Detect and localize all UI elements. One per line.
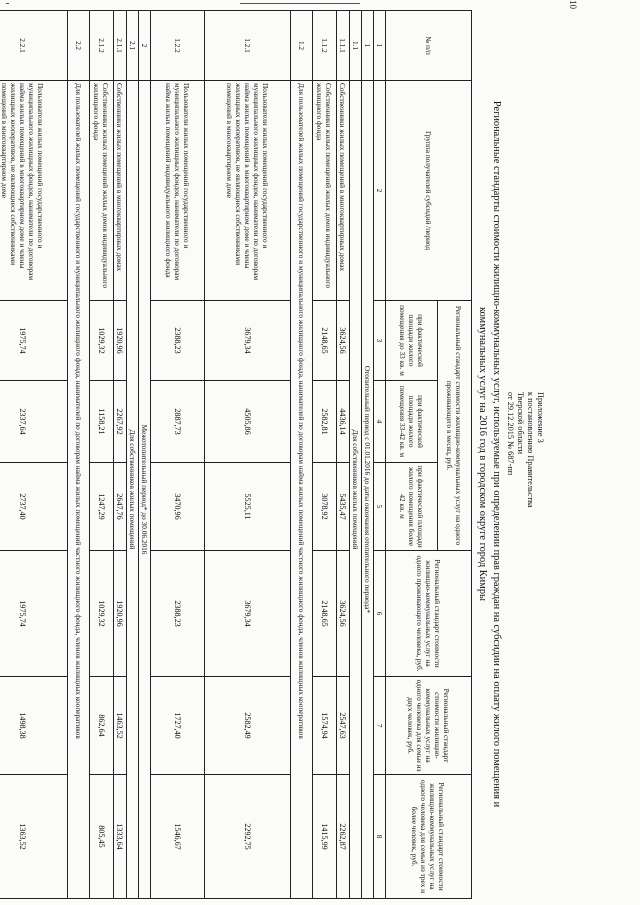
cell-value: 1333,64 — [114, 775, 127, 899]
cell-value: 2737,40 — [0, 463, 68, 551]
cell-value: 1975,74 — [0, 301, 68, 381]
cell-value: 3624,56 — [337, 551, 350, 677]
cell-value: 3470,96 — [151, 463, 205, 551]
cell-value: 2582,49 — [205, 677, 291, 775]
section-title: Для собственников жилых помещений — [127, 81, 139, 899]
cell-value: 1498,38 — [0, 677, 68, 775]
row-number: 2.1.2 — [90, 11, 114, 81]
appendix-line: Тверской области — [516, 392, 525, 455]
header-no: № п/п — [386, 11, 472, 81]
column-number: 8 — [374, 775, 386, 899]
cell-value: 3679,34 — [205, 551, 291, 677]
row-group: Собственники жилых помещений в многоквартирных домах — [114, 81, 127, 301]
section-title: Для пользователей жилых помещений государственного и муниципального жилищного фонда, нанимателей по договорам найма жилых помещений частного жилищного фонда, членов жилищных кооперативов — [291, 81, 313, 899]
section-number: 1 — [362, 11, 374, 81]
cell-value: 3624,56 — [337, 301, 350, 381]
row-number: 1.1.1 — [337, 11, 350, 81]
column-number: 3 — [374, 301, 386, 381]
header-standard-group: Региональный стандарт стоимости жилищно-коммунальных услуг на одного проживающего в месяц, руб. — [438, 301, 472, 551]
header-family-three: Региональный стандарт стоимости жилищно-коммунальных услуг на одного человека для семьи из трех и более человек, руб. — [386, 775, 472, 899]
header-family-two: Региональный стандарт стоимости жилищно-коммунальных услуг на одного человека для семьи из двух человек, руб. — [386, 677, 472, 775]
row-number: 1.1.2 — [313, 11, 337, 81]
row-number: 2.2.1 — [0, 11, 68, 81]
section-title: Для собственников жилых помещений — [350, 81, 362, 899]
cell-value: 1415,99 — [313, 775, 337, 899]
cell-value: 2148,65 — [313, 301, 337, 381]
appendix-line: к постановлению Правительства — [526, 392, 535, 508]
cell-value: 1574,94 — [313, 677, 337, 775]
cell-value: 1920,96 — [114, 551, 127, 677]
cell-value: 2292,75 — [205, 775, 291, 899]
cell-value: 1975,74 — [0, 551, 68, 677]
cell-value: 1363,52 — [0, 775, 68, 899]
row-number: 2.1.1 — [114, 11, 127, 81]
section-number: 2 — [139, 11, 151, 81]
row-group: Пользователи жилых помещений государственного и муниципального жилищных фондов, наниматели по договорам найма жилых помещений в многоквартирном доме и члены жилищных кооперативов, не являющиеся собственниками помещений в многоквартирном доме — [0, 81, 68, 301]
table-row — [114, 11, 127, 899]
cell-value: 1727,40 — [151, 677, 205, 775]
page-number: 10 — [568, 0, 578, 9]
table-row — [151, 11, 205, 899]
cell-value: 2267,92 — [114, 381, 127, 463]
section-number: 1.1 — [350, 11, 362, 81]
cell-value: 3078,92 — [313, 463, 337, 551]
column-number: 6 — [374, 551, 386, 677]
cell-value: 2262,87 — [337, 775, 350, 899]
row-group: Собственники жилых помещений жилых домов индивидуального жилищного фонда — [313, 81, 337, 301]
title-line: Региональные стандарты стоимости жилищно-коммунальных услуг, используемые при определении прав граждан на субсидии на оплату жилого помещения и — [491, 100, 502, 808]
table-row — [0, 11, 68, 899]
column-number: 5 — [374, 463, 386, 551]
row-number: 1.2.2 — [151, 11, 205, 81]
section-title: Межотопительный период* до 30.06.2016 — [139, 81, 151, 899]
cell-value: 2887,73 — [151, 381, 205, 463]
appendix-line: Приложение 3 — [536, 392, 545, 443]
cell-value: 2388,23 — [151, 301, 205, 381]
cell-value: 1247,29 — [90, 463, 114, 551]
column-number: 2 — [374, 81, 386, 301]
column-number: 1 — [374, 11, 386, 81]
table-row — [205, 11, 291, 899]
row-group: Пользователи жилых помещений государственного и муниципального жилищных фондов, наниматели по договорам найма жилых помещений в многоквартирном доме и члены жилищных кооперативов, не являющиеся собственниками помещений в многоквартирном доме — [205, 81, 291, 301]
cell-value: 1463,52 — [114, 677, 127, 775]
cell-value: 3679,34 — [205, 301, 291, 381]
header-area-42: при фактической площади жилого помещения более 42 кв. м — [386, 463, 438, 551]
cell-value: 862,64 — [90, 677, 114, 775]
header-area-33: при фактической площади жилого помещения до 33 кв. м — [386, 301, 438, 381]
table-row — [337, 11, 350, 899]
cell-value: 1029,32 — [90, 301, 114, 381]
table-row — [90, 11, 114, 899]
cell-value: 2148,65 — [313, 551, 337, 677]
cell-value: 1158,21 — [90, 381, 114, 463]
cell-value: 2388,23 — [151, 551, 205, 677]
column-number: 7 — [374, 677, 386, 775]
cell-value: 2337,64 — [0, 381, 68, 463]
cell-value: 2547,63 — [337, 677, 350, 775]
cell-value: 805,45 — [90, 775, 114, 899]
cell-value: 2582,81 — [313, 381, 337, 463]
section-title: Для пользователей жилых помещений государственного и муниципального жилищного фонда, нанимателей по договорам найма жилых помещений частного жилищного фонда, членов жилищных кооперативов — [68, 81, 90, 899]
row-group: Собственники жилых помещений в многоквартирных домах — [337, 81, 350, 301]
section-title: Отопительный период с 01.01.2016 до даты окончания отопительного периода* — [362, 81, 374, 899]
header-single: Региональный стандарт стоимости жилищно-коммунальных услуг на одного проживающего человека, руб. — [386, 551, 472, 677]
header-area-33-42: при фактической площади жилого помещения 33-42 кв. м — [386, 381, 438, 463]
cell-value: 4505,86 — [205, 381, 291, 463]
row-group: Собственники жилых помещений жилых домов индивидуального жилищного фонда — [90, 81, 114, 301]
standards-table — [0, 10, 472, 898]
header-group: Группа получателей субсидий /период — [386, 81, 472, 301]
document-title — [475, 8, 503, 900]
title-line: коммунальных услуг на 2016 год в городском округе город Кимры — [477, 307, 488, 601]
edge-rule-left — [6, 3, 9, 4]
table-row — [313, 11, 337, 899]
row-number: 1.2.1 — [205, 11, 291, 81]
edge-rule-top — [240, 3, 360, 4]
cell-value: 1920,96 — [114, 301, 127, 381]
cell-value: 1029,32 — [90, 551, 114, 677]
appendix-note — [505, 392, 545, 508]
cell-value: 2647,76 — [114, 463, 127, 551]
section-number: 1.2 — [291, 11, 313, 81]
cell-value: 5435,47 — [337, 463, 350, 551]
cell-value: 5525,11 — [205, 463, 291, 551]
cell-value: 4436,14 — [337, 381, 350, 463]
section-number: 2.1 — [127, 11, 139, 81]
section-number: 2.2 — [68, 11, 90, 81]
appendix-line: от 29.12.2015 № 687-пп — [506, 392, 515, 476]
row-group: Пользователи жилых помещений государственного и муниципального жилищных фондов, наниматели по договорам найма жилых помещений индивидуального жилищного фонда — [151, 81, 205, 301]
cell-value: 1546,67 — [151, 775, 205, 899]
column-number: 4 — [374, 381, 386, 463]
